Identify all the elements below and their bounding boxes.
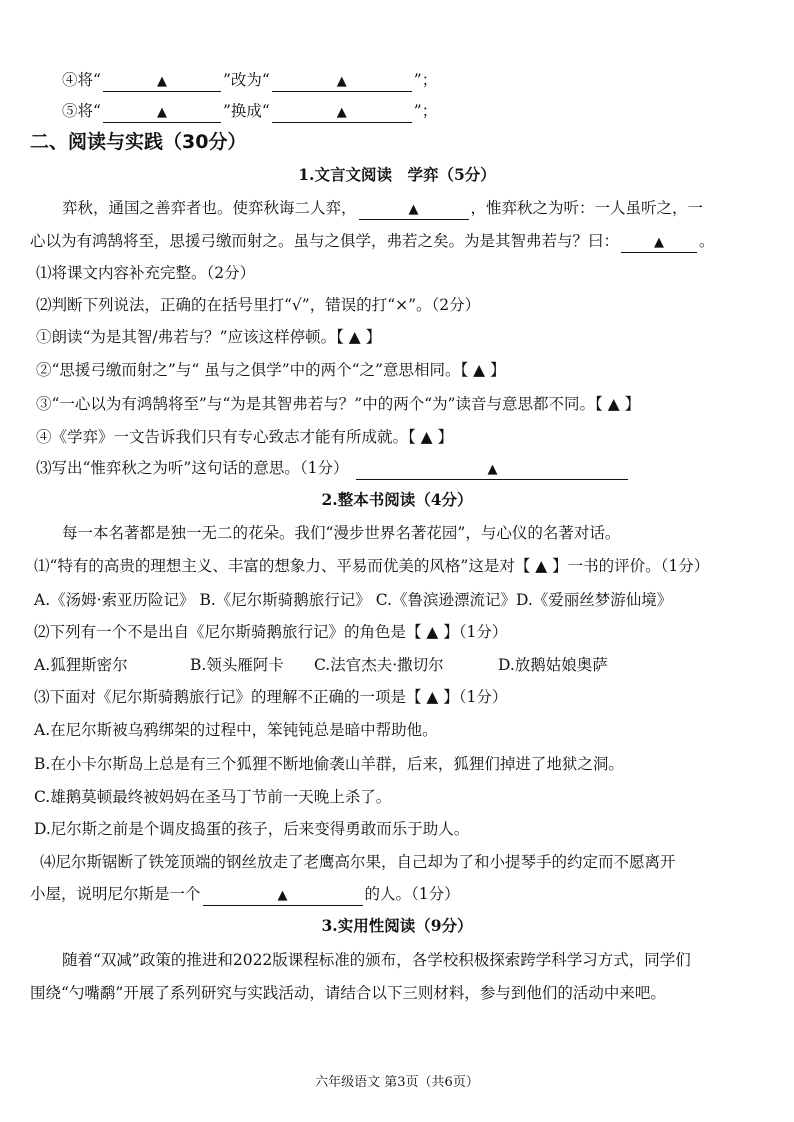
part3-text-line2: 围绕“勺嘴鹬”开展了系列研究与实践活动，请结合以下三则材料，参与到他们的活动中来吧。 [30,984,666,1002]
judge-item-1: ①朗读“为是其智/弗若与？”应该这样停顿。【 ▲ 】 [36,328,382,346]
part3-text-line1: 随着“双减”政策的推进和2022版课程标准的颁布，各学校积极探索跨学科学习方式，同学们 [62,951,691,969]
question-2-4-line2: 小屋，说明尼尔斯是一个 ▲ 的人。（1分） [30,884,460,906]
question-2-4-line1: ⑷尼尔斯锯断了铁笼顶端的钢丝放走了老鹰高尔果，自己却为了和小提琴手的约定而不愿离开 [40,853,676,871]
edit-line-5: ⑤将“ ▲ ”换成“ ▲ ”； [62,101,437,123]
question-1-1: ⑴将课文内容补充完整。（2分） [36,264,256,282]
judge-item-4: ④《学弈》一文告诉我们只有专心致志才能有所成就。【 ▲ 】 [36,428,454,446]
answer-blank[interactable]: ▲ [356,459,628,480]
part1-title: 1.文言文阅读 学弈（5分） [298,165,496,184]
answer-blank[interactable]: ▲ [621,232,697,253]
judge-item-3: ③“一心以为有鸿鹄将至”与“为是其智弗若与？”中的两个“为”读音与意思都不同。【 ▲ 】 [36,395,641,413]
option-c: C.雄鹅莫顿最终被妈妈在圣马丁节前一天晚上杀了。 [34,788,392,806]
option-c: C.法官杰夫·撒切尔 [314,656,444,674]
part2-title: 2.整本书阅读（4分） [321,490,473,509]
answer-blank[interactable]: ▲ [203,885,363,906]
option-a: A.在尼尔斯被乌鸦绑架的过程中，笨钝钝总是暗中帮助他。 [34,721,438,739]
option-b: B.在小卡尔斯岛上总是有三个狐狸不断地偷袭山羊群，后来，狐狸们掉进了地狱之洞。 [34,755,624,773]
question-2-1: ⑴“特有的高贵的理想主义、丰富的想象力、平易而优美的风格”这是对【 ▲ 】一书的评价。（1分） [34,557,710,575]
question-1-3: ⑶写出“惟弈秋之为听”这句话的意思。（1分） ▲ [36,458,630,480]
option-d: D.放鹅姑娘奥萨 [498,656,608,674]
question-2-3: ⑶下面对《尼尔斯骑鹅旅行记》的理解不正确的一项是【 ▲ 】（1分） [34,688,508,706]
classical-text-line2: 心以为有鸿鹄将至，思援弓缴而射之。虽与之俱学，弗若之矣。为是其智弗若与？曰： ▲ 。 [30,231,715,253]
answer-blank[interactable]: ▲ [272,102,412,123]
answer-blank[interactable]: ▲ [359,199,469,220]
answer-blank[interactable]: ▲ [103,71,221,92]
option-a: A.狐狸斯密尔 [34,656,128,674]
part2-intro: 每一本名著都是独一无二的花朵。我们“漫步世界名著花园”，与心仪的名著对话。 [62,524,621,542]
answer-blank[interactable]: ▲ [272,71,412,92]
part3-title: 3.实用性阅读（9分） [321,916,473,935]
question-1-2: ⑵判断下列说法，正确的在括号里打“√”，错误的打“×”。（2分） [36,296,481,314]
option-b: B.领头雁阿卡 [190,656,284,674]
classical-text-line1: 弈秋，通国之善弈者也。使弈秋诲二人弈， ▲ ，惟弈秋之为听：一人虽听之，一 [62,198,703,220]
option-d: D.尼尔斯之前是个调皮捣蛋的孩子，后来变得勇敢而乐于助人。 [34,820,470,838]
edit-line-4: ④将“ ▲ ”改为“ ▲ ”； [62,70,437,92]
question-2-2: ⑵下列有一个不是出自《尼尔斯骑鹅旅行记》的角色是【 ▲ 】（1分） [34,623,508,641]
question-2-1-options: A.《汤姆·索亚历险记》 B.《尼尔斯骑鹅旅行记》 C.《鲁滨逊漂流记》D.《爱丽丝梦游仙境》 [34,591,673,609]
section-title: 二、阅读与实践（30分） [30,131,247,153]
page-footer: 六年级语文 第3页（共6页） [315,1075,479,1090]
judge-item-2: ②“思援弓缴而射之”与“ 虽与之俱学”中的两个“之”意思相同。【 ▲ 】 [36,361,506,379]
answer-blank[interactable]: ▲ [103,102,221,123]
